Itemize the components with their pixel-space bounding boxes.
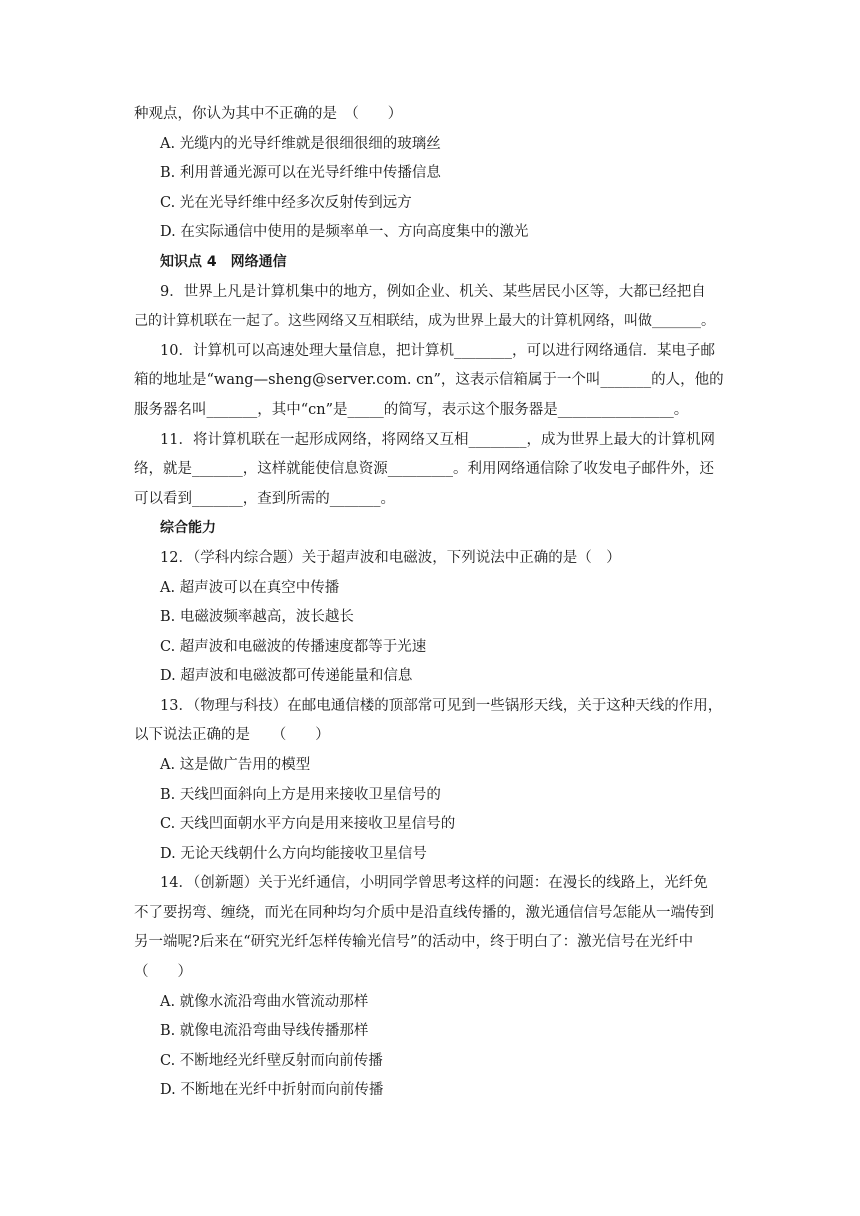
q14-option-d: D. 不断地在光纤中折射而向前传播	[160, 1082, 384, 1098]
question-11-line-1: 11．将计算机联在一起形成网络，将网络又互相________，成为世界上最大的计算机网	[160, 432, 715, 448]
question-12-stem: 12．（学科内综合题）关于超声波和电磁波，下列说法中正确的是（ ）	[160, 550, 621, 566]
question-14-line-1: 14．（创新题）关于光纤通信，小明同学曾思考这样的问题：在漫长的线路上，光纤免	[160, 875, 708, 891]
q13-option-a: A. 这是做广告用的模型	[160, 757, 311, 773]
q12-option-a: A. 超声波可以在真空中传播	[160, 580, 340, 596]
section-heading-comprehensive: 综合能力	[160, 520, 216, 536]
question-9-line-1: 9．世界上凡是计算机集中的地方，例如企业、机关、某些居民小区等，大都已经把自	[160, 284, 706, 300]
q14-option-b: B. 就像电流沿弯曲导线传播那样	[160, 1023, 369, 1039]
q13-option-b: B. 天线凹面斜向上方是用来接收卫星信号的	[160, 787, 441, 803]
q14-option-c: C. 不断地经光纤壁反射而向前传播	[160, 1053, 383, 1069]
q13-option-c: C. 天线凹面朝水平方向是用来接收卫星信号的	[160, 816, 456, 832]
q12-option-c: C. 超声波和电磁波的传播速度都等于光速	[160, 639, 427, 655]
question-11-line-3: 可以看到_______，查到所需的_______。	[134, 491, 395, 507]
q14-option-a: A. 就像水流沿弯曲水管流动那样	[160, 994, 369, 1010]
question-10-line-3: 服务器名叫_______，其中“cn”是_____的简写，表示这个服务器是________________。	[134, 402, 689, 418]
q8-option-c: C. 光在光导纤维中经多次反射传到远方	[160, 195, 412, 211]
question-10-line-2: 箱的地址是“wang—sheng@server.com. cn”，这表示信箱属于一个叫_______的人，他的	[134, 372, 724, 388]
question-10-line-1: 10．计算机可以高速处理大量信息，把计算机________，可以进行网络通信．某电子邮	[160, 343, 715, 359]
question-13-line-2: 以下说法正确的是 （ ）	[134, 727, 330, 743]
question-8-stem-tail: 种观点，你认为其中不正确的是 （ ）	[134, 106, 403, 122]
question-13-line-1: 13．（物理与科技）在邮电通信楼的顶部常可见到一些锅形天线，关于这种天线的作用，	[160, 698, 723, 714]
question-14-line-2: 不了要拐弯、缠绕，而光在同种均匀介质中是沿直线传播的，激光通信信号怎能从一端传到	[134, 905, 714, 921]
q12-option-d: D. 超声波和电磁波都可传递能量和信息	[160, 668, 413, 684]
q8-option-d: D. 在实际通信中使用的是频率单一、方向高度集中的激光	[160, 224, 529, 240]
q12-option-b: B. 电磁波频率越高，波长越长	[160, 609, 354, 625]
question-11-line-2: 络，就是_______，这样就能使信息资源_________。利用网络通信除了收发电子邮件外，还	[134, 461, 714, 477]
q8-option-b: B. 利用普通光源可以在光导纤维中传播信息	[160, 165, 441, 181]
q13-option-d: D. 无论天线朝什么方向均能接收卫星信号	[160, 846, 427, 862]
q8-option-a: A. 光缆内的光导纤维就是很细很细的玻璃丝	[160, 136, 441, 152]
question-9-line-2: 己的计算机联在一起了。这些网络又互相联结，成为世界上最大的计算机网络，叫做_______。	[134, 313, 715, 329]
section-heading-knowledge-4: 知识点 4 网络通信	[160, 254, 287, 270]
question-14-line-4: （ ）	[134, 964, 192, 980]
question-14-line-3: 另一端呢?后来在“研究光纤怎样传输光信号”的活动中，终于明白了：激光信号在光纤中	[134, 934, 694, 950]
